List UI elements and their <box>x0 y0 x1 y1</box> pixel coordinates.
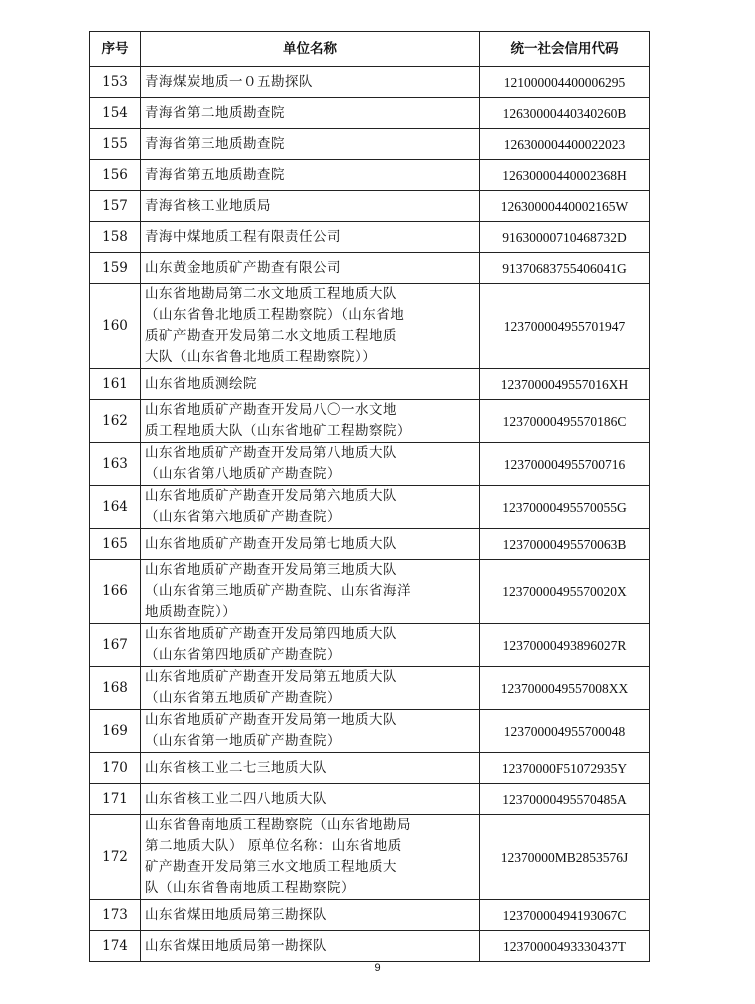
unit-name-line: （山东省第六地质矿产勘查院） <box>145 509 341 525</box>
table-row <box>90 191 650 222</box>
row-credit-code: 91370683755406041G <box>480 253 650 284</box>
row-serial-number: 155 <box>90 129 141 160</box>
header-credit-code: 统一社会信用代码 <box>480 32 650 67</box>
row-serial-number: 171 <box>90 784 141 815</box>
row-credit-code: 12630000440002165W <box>480 191 650 222</box>
table-row <box>90 753 650 784</box>
table-row <box>90 253 650 284</box>
unit-name-line: 山东省地质矿产勘查开发局第六地质大队 <box>145 488 397 504</box>
row-unit-name <box>141 253 480 284</box>
row-credit-code: 123700004955700048 <box>480 710 650 753</box>
row-credit-code: 12370000494193067C <box>480 900 650 931</box>
table-row <box>90 222 650 253</box>
header-serial-number: 序号 <box>90 32 141 67</box>
table-row <box>90 67 650 98</box>
unit-name-line: 质矿产勘查开发局第二水文地质工程地质 <box>145 328 397 344</box>
table-row <box>90 443 650 486</box>
row-serial-number: 163 <box>90 443 141 486</box>
row-serial-number: 172 <box>90 815 141 900</box>
unit-name-line: 山东省核工业二四八地质大队 <box>145 790 327 807</box>
row-serial-number: 170 <box>90 753 141 784</box>
row-unit-name <box>141 753 480 784</box>
unit-name-line: （山东省第八地质矿产勘查院） <box>145 466 341 482</box>
unit-name-line: 青海省核工业地质局 <box>145 197 271 214</box>
table-row <box>90 400 650 443</box>
row-unit-name <box>141 160 480 191</box>
unit-name-line: 山东省地质矿产勘查开发局第七地质大队 <box>145 535 397 552</box>
row-serial-number: 157 <box>90 191 141 222</box>
unit-name-line: 矿产勘查开发局第三水文地质工程地质大 <box>145 859 397 875</box>
row-serial-number: 167 <box>90 624 141 667</box>
unit-name-line: 山东省地质矿产勘查开发局第一地质大队 <box>145 712 397 728</box>
table-row <box>90 667 650 710</box>
row-serial-number: 158 <box>90 222 141 253</box>
row-credit-code: 12370000495570063B <box>480 529 650 560</box>
row-unit-name <box>141 400 480 443</box>
table-row <box>90 784 650 815</box>
row-credit-code: 1237000049557016XH <box>480 369 650 400</box>
row-unit-name <box>141 931 480 962</box>
table-row <box>90 160 650 191</box>
unit-name-line: 山东省鲁南地质工程勘察院（山东省地勘局 <box>145 817 411 833</box>
table-row <box>90 284 650 369</box>
page-number: 9 <box>374 962 381 974</box>
row-serial-number: 154 <box>90 98 141 129</box>
row-unit-name <box>141 529 480 560</box>
row-serial-number: 169 <box>90 710 141 753</box>
unit-name-line: 青海省第二地质勘查院 <box>145 104 285 121</box>
row-credit-code: 12370000F51072935Y <box>480 753 650 784</box>
table-row <box>90 815 650 900</box>
row-credit-code: 12370000495570020X <box>480 560 650 624</box>
row-credit-code: 12370000493896027R <box>480 624 650 667</box>
unit-name-line: 山东省地质矿产勘查开发局第四地质大队 <box>145 626 397 642</box>
row-unit-name <box>141 129 480 160</box>
row-unit-name <box>141 560 480 624</box>
unit-name-line: 青海中煤地质工程有限责任公司 <box>145 228 341 245</box>
row-credit-code: 12370000495570186C <box>480 400 650 443</box>
row-credit-code: 126300004400022023 <box>480 129 650 160</box>
row-serial-number: 153 <box>90 67 141 98</box>
table-row <box>90 624 650 667</box>
row-unit-name <box>141 67 480 98</box>
row-serial-number: 166 <box>90 560 141 624</box>
row-unit-name <box>141 443 480 486</box>
row-credit-code: 91630000710468732D <box>480 222 650 253</box>
unit-name-line: 质工程地质大队（山东省地矿工程勘察院） <box>145 423 411 439</box>
unit-name-line: 队（山东省鲁南地质工程勘察院） <box>145 880 355 896</box>
unit-name-line: （山东省第五地质矿产勘查院） <box>145 690 341 706</box>
unit-name-line: 山东省地勘局第二水文地质工程地质大队 <box>145 286 397 302</box>
table-row <box>90 931 650 962</box>
unit-name-line: 青海煤炭地质一０五勘探队 <box>145 73 313 90</box>
row-credit-code: 12370000493330437T <box>480 931 650 962</box>
row-credit-code: 12630000440340260B <box>480 98 650 129</box>
unit-name-line: 山东省地质矿产勘查开发局第三地质大队 <box>145 562 397 578</box>
row-unit-name <box>141 222 480 253</box>
unit-name-line: 山东省地质矿产勘查开发局第八地质大队 <box>145 445 397 461</box>
row-credit-code: 1237000049557008XX <box>480 667 650 710</box>
row-credit-code: 121000004400006295 <box>480 67 650 98</box>
table-row <box>90 98 650 129</box>
row-serial-number: 168 <box>90 667 141 710</box>
unit-name-line: 山东省地质测绘院 <box>145 375 257 392</box>
row-serial-number: 164 <box>90 486 141 529</box>
row-credit-code: 12370000MB2853576J <box>480 815 650 900</box>
row-serial-number: 165 <box>90 529 141 560</box>
unit-name-line: （山东省鲁北地质工程勘察院）（山东省地 <box>145 307 405 323</box>
row-serial-number: 174 <box>90 931 141 962</box>
unit-name-line: （山东省第四地质矿产勘查院） <box>145 647 341 663</box>
unit-name-line: 山东省地质矿产勘查开发局八〇一水文地 <box>145 402 397 418</box>
unit-name-line: 山东省煤田地质局第三勘探队 <box>145 906 327 923</box>
row-serial-number: 162 <box>90 400 141 443</box>
row-unit-name <box>141 624 480 667</box>
row-unit-name <box>141 784 480 815</box>
row-unit-name <box>141 710 480 753</box>
row-serial-number: 160 <box>90 284 141 369</box>
unit-name-line: 山东黄金地质矿产勘查有限公司 <box>145 259 341 276</box>
table-row <box>90 369 650 400</box>
unit-name-line: 山东省核工业二七三地质大队 <box>145 759 327 776</box>
table-row <box>90 129 650 160</box>
table-row <box>90 486 650 529</box>
header-unit-name: 单位名称 <box>141 32 480 67</box>
row-unit-name <box>141 900 480 931</box>
row-credit-code: 12630000440002368H <box>480 160 650 191</box>
unit-name-line: 山东省煤田地质局第一勘探队 <box>145 937 327 954</box>
row-serial-number: 173 <box>90 900 141 931</box>
row-credit-code: 123700004955700716 <box>480 443 650 486</box>
unit-name-line: 地质勘查院）） <box>145 604 237 620</box>
row-serial-number: 156 <box>90 160 141 191</box>
row-serial-number: 159 <box>90 253 141 284</box>
unit-name-line: 大队（山东省鲁北地质工程勘察院）） <box>145 349 377 365</box>
row-unit-name <box>141 369 480 400</box>
row-credit-code: 12370000495570485A <box>480 784 650 815</box>
row-unit-name <box>141 98 480 129</box>
unit-name-line: 山东省地质矿产勘查开发局第五地质大队 <box>145 669 397 685</box>
row-serial-number: 161 <box>90 369 141 400</box>
row-credit-code: 12370000495570055G <box>480 486 650 529</box>
row-unit-name <box>141 284 480 369</box>
unit-name-line: 青海省第五地质勘查院 <box>145 166 285 183</box>
row-credit-code: 123700004955701947 <box>480 284 650 369</box>
unit-name-line: 第二地质大队） 原单位名称：山东省地质 <box>145 838 402 854</box>
unit-name-line: 青海省第三地质勘查院 <box>145 135 285 152</box>
table-header-row <box>90 32 650 67</box>
table-row <box>90 560 650 624</box>
table-row <box>90 529 650 560</box>
table-row <box>90 900 650 931</box>
unit-name-line: （山东省第三地质矿产勘查院、山东省海洋 <box>145 583 411 599</box>
row-unit-name <box>141 815 480 900</box>
unit-name-line: （山东省第一地质矿产勘查院） <box>145 733 341 749</box>
row-unit-name <box>141 667 480 710</box>
unit-credit-code-table <box>89 31 650 962</box>
row-unit-name <box>141 486 480 529</box>
row-unit-name <box>141 191 480 222</box>
table-row <box>90 710 650 753</box>
